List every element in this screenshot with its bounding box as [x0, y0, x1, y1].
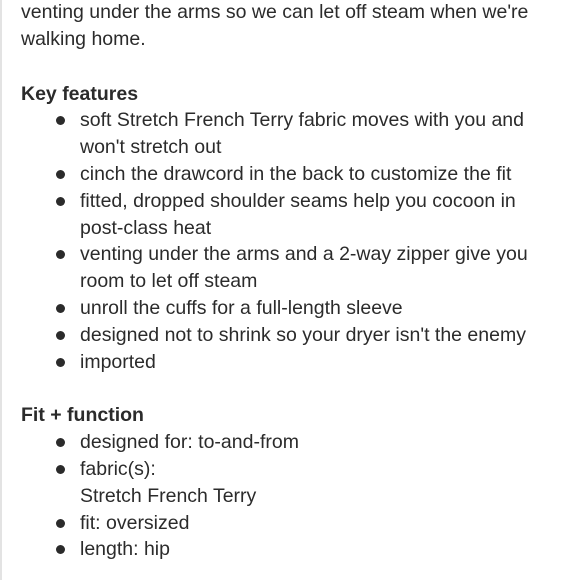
list-item-text: imported: [80, 350, 156, 373]
list-item-text: length: hip: [80, 538, 170, 561]
list-item: [21, 456, 580, 510]
bullet-icon: [56, 116, 65, 125]
list-item-text: fabric(s):: [80, 457, 156, 480]
list-item: [21, 188, 580, 242]
list-item: [21, 429, 580, 456]
list-item-text: unroll the cuffs for a full-length sleeve: [80, 296, 403, 319]
intro-line: venting under the arms so we can let off steam when we're: [21, 1, 529, 23]
bullet-icon: [56, 438, 65, 447]
bullet-icon: [56, 465, 65, 474]
list-item-text: designed for: to-and-from: [80, 431, 299, 454]
bullet-icon: [56, 197, 65, 206]
list-item: [21, 349, 580, 376]
list-item-text: soft Stretch French Terry fabric moves with you and: [80, 109, 524, 132]
list-item-text: cinch the drawcord in the back to customize the fit: [80, 162, 512, 185]
key-features-list: [21, 107, 580, 375]
bullet-icon: [56, 358, 65, 367]
intro-paragraph: [21, 0, 580, 53]
bullet-icon: [56, 250, 65, 259]
content-left-border: [0, 0, 2, 580]
list-item-text: post-class heat: [80, 216, 212, 239]
list-item-text: venting under the arms and a 2-way zipper give you: [80, 243, 528, 266]
bullet-icon: [56, 545, 65, 554]
list-item: [21, 510, 580, 537]
bullet-icon: [56, 170, 65, 179]
bullet-icon: [56, 331, 65, 340]
list-item: [21, 295, 580, 322]
list-item-text: fit: oversized: [80, 511, 190, 534]
list-item-text: won't stretch out: [80, 136, 222, 159]
intro-line: walking home.: [21, 27, 146, 50]
key-features-heading: Key features: [21, 82, 139, 105]
fit-function-heading: Fit + function: [21, 404, 144, 427]
list-item: [21, 322, 580, 349]
list-item: [21, 107, 580, 161]
list-item: [21, 161, 580, 188]
list-item-text: designed not to shrink so your dryer isn't the enemy: [80, 323, 526, 346]
list-item-text: room to let off steam: [80, 270, 258, 293]
fit-function-list: [21, 429, 580, 563]
list-item: [21, 536, 580, 563]
bullet-icon: [56, 304, 65, 313]
list-item-text: fitted, dropped shoulder seams help you cocoon in: [80, 189, 516, 212]
list-item-text: Stretch French Terry: [80, 484, 257, 507]
list-item: [21, 241, 580, 295]
bullet-icon: [56, 519, 65, 528]
